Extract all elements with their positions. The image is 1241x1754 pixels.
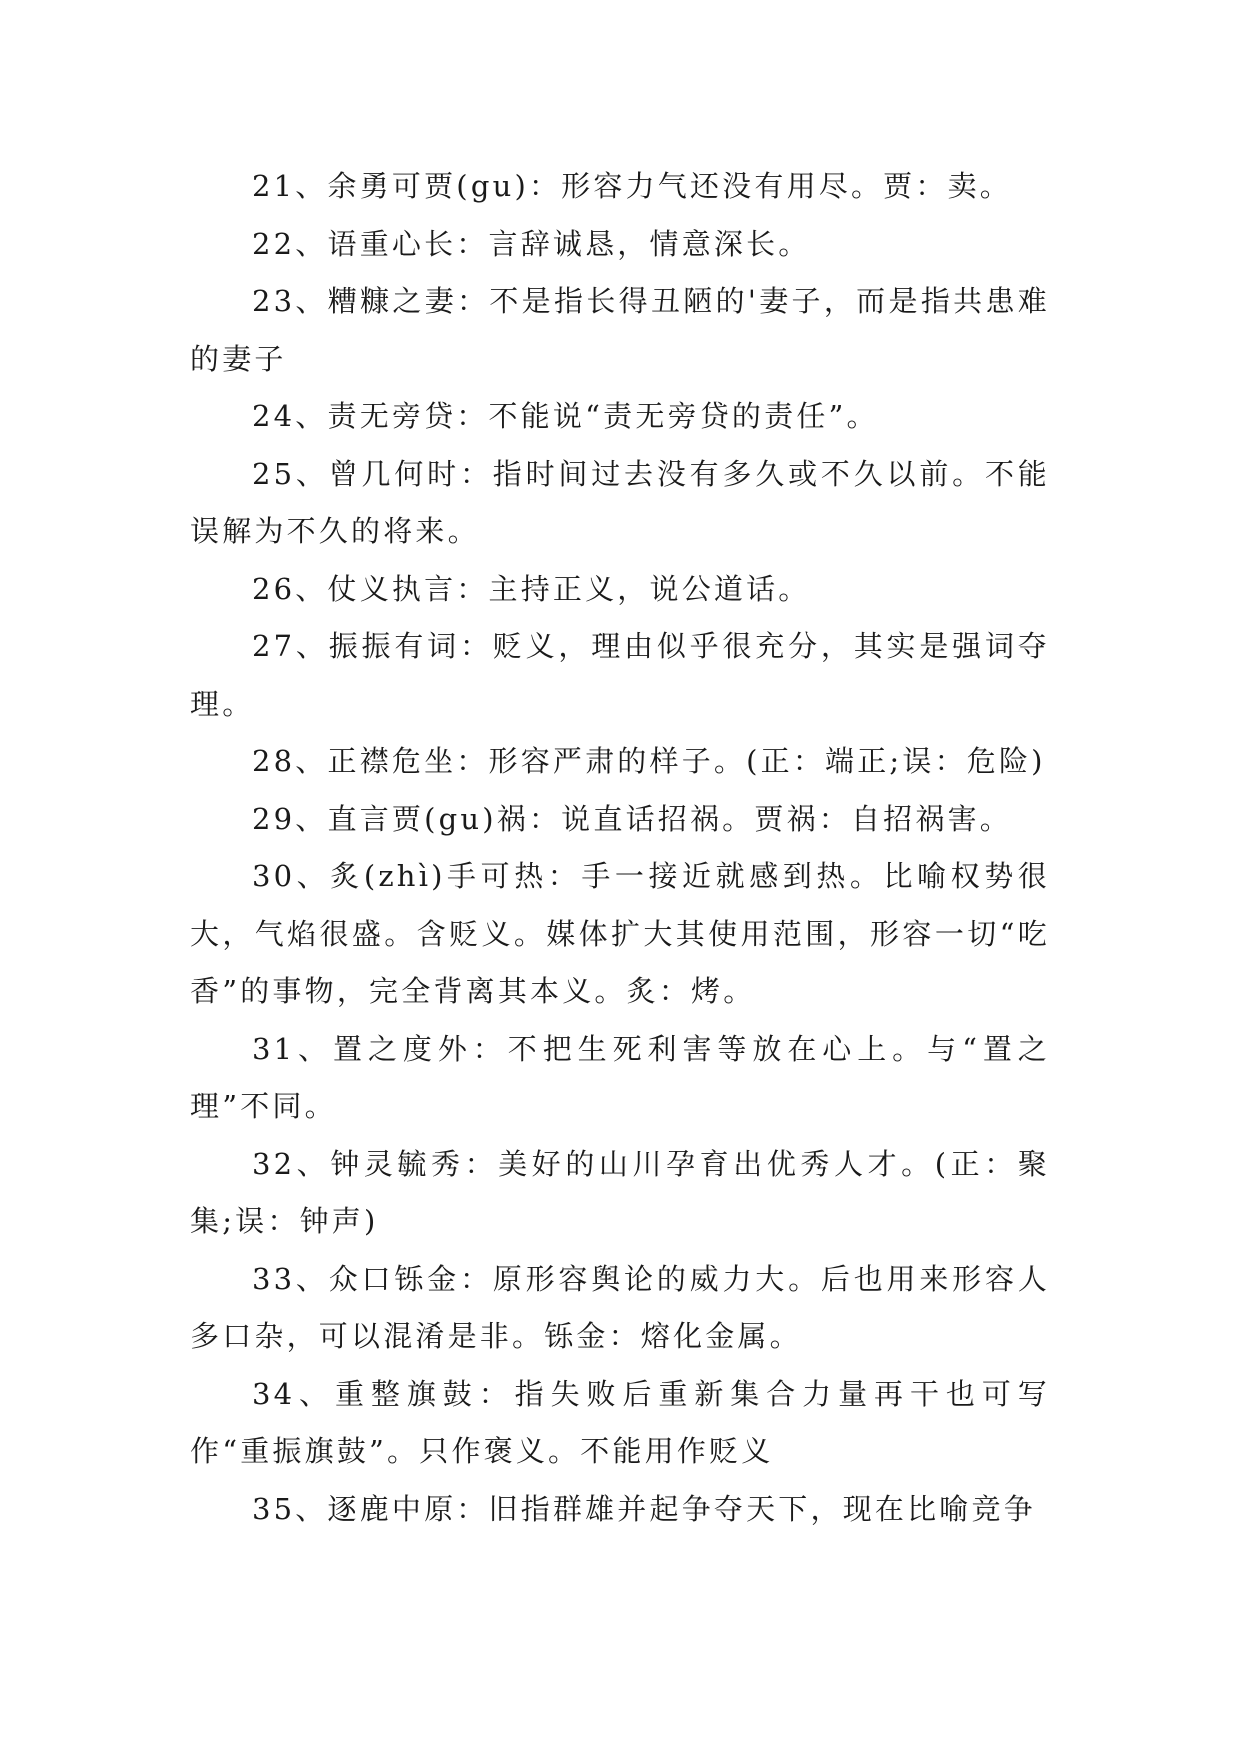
list-item: 28、正襟危坐：形容严肃的样子。(正：端正;误：危险) xyxy=(252,744,1046,778)
list-item: 34、重整旗鼓：指失败后重新集合力量再干也可写作“重振旗鼓”。只作褒义。不能用作贬义 xyxy=(190,1376,1050,1468)
list-item: 26、仗义执言：主持正义，说公道话。 xyxy=(252,571,811,606)
list-item: 21、余勇可贾(gu)：形容力气还没有用尽。贾：卖。 xyxy=(252,169,1012,203)
list-item: 33、众口铄金：原形容舆论的威力大。后也用来形容人多口杂，可以混淆是非。铄金：熔化金属。 xyxy=(190,1261,1050,1353)
list-item: 29、直言贾(gu)祸：说直话招祸。贾祸：自招祸害。 xyxy=(252,801,1012,836)
list-item: 27、振振有词：贬义，理由似乎很充分，其实是强词夺理。 xyxy=(190,629,1050,721)
list-item: 31、置之度外：不把生死利害等放在心上。与“置之理”不同。 xyxy=(190,1031,1050,1123)
list-item: 30、炙(zhì)手可热：手一接近就感到热。比喻权势很大，气焰很盛。含贬义。媒体扩大其使用范围，形容一切“吃香”的事物，完全背离其本义。炙：烤。 xyxy=(190,859,1050,1008)
list-item: 24、责无旁贷：不能说“责无旁贷的责任”。 xyxy=(252,399,879,433)
list-item: 35、逐鹿中原：旧指群雄并起争夺天下，现在比喻竞争 xyxy=(252,1491,1036,1526)
list-item: 22、语重心长：言辞诚恳，情意深长。 xyxy=(252,226,811,261)
list-item: 25、曾几何时：指时间过去没有多久或不久以前。不能误解为不久的将来。 xyxy=(190,456,1050,548)
list-item: 32、钟灵毓秀：美好的山川孕育出优秀人才。(正：聚集;误：钟声) xyxy=(190,1146,1050,1238)
list-item: 23、糟糠之妻：不是指长得丑陋的'妻子，而是指共患难的妻子 xyxy=(190,284,1050,376)
idiom-list xyxy=(190,158,1050,1538)
